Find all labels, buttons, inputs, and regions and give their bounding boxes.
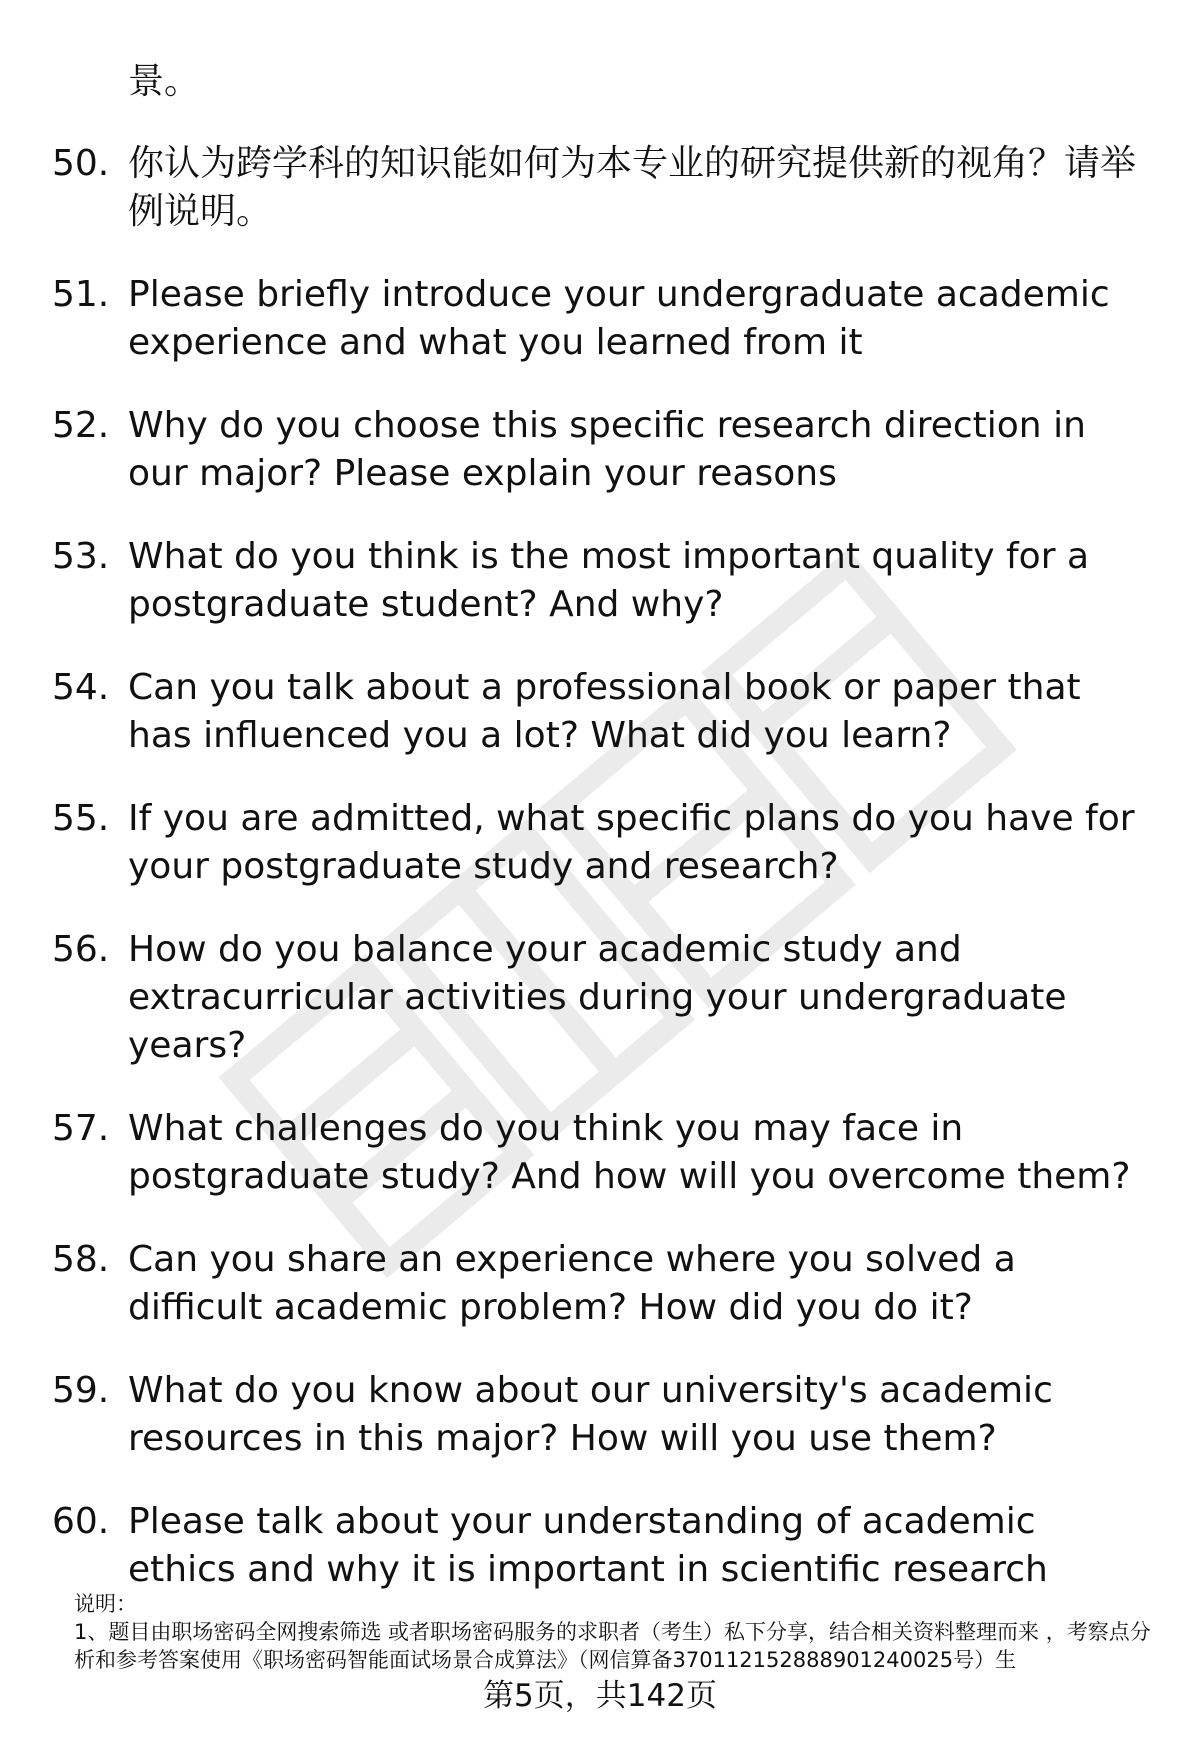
question-item (0, 1105, 1200, 1201)
notes-body: 1、题目由职场密码全网搜索筛选 或者职场密码服务的求职者（考生）私下分享，结合相关资料整理而来 ，考察点分析和参考答案使用《职场密码智能面试场景合成算法》（网信算备370112152888901240025号）生 (74, 1620, 1151, 1672)
continuation-text: 景。 (128, 61, 201, 102)
question-number: 59. (52, 1370, 110, 1411)
question-text: Please talk about your understanding of academic ethics and why it is important in scientific research (128, 1501, 1048, 1590)
question-number: 60. (52, 1501, 110, 1542)
question-text: Can you share an experience where you solved a difficult academic problem? How did you do it? (128, 1239, 1016, 1328)
question-item (0, 664, 1200, 760)
question-text: What challenges do you think you may face in postgraduate study? And how will you overcome them? (128, 1108, 1131, 1197)
question-text: Why do you choose this specific research direction in our major? Please explain your reasons (128, 405, 1086, 494)
question-text: What do you know about our university's academic resources in this major? How will you use them? (128, 1370, 1053, 1459)
question-text: 你认为跨学科的知识能如何为本专业的研究提供新的视角？请举例说明。 (128, 143, 1137, 232)
question-item (0, 533, 1200, 629)
question-item (0, 1236, 1200, 1332)
question-item (0, 271, 1200, 367)
question-text: Please briefly introduce your undergraduate academic experience and what you learned from it (128, 274, 1110, 363)
question-item (0, 926, 1200, 1070)
question-text: If you are admitted, what specific plans do you have for your postgraduate study and research? (128, 798, 1135, 887)
question-text: How do you balance your academic study and extracurricular activities during your undergraduate years? (128, 929, 1067, 1066)
question-list (0, 140, 1200, 1629)
question-text: Can you talk about a professional book or paper that has influenced you a lot? What did you learn? (128, 667, 1081, 756)
question-item (0, 795, 1200, 891)
question-number: 51. (52, 274, 110, 315)
question-number: 58. (52, 1239, 110, 1280)
question-item (0, 140, 1200, 236)
page-number: 第5页，共142页 (483, 1678, 717, 1714)
notes-section (74, 1590, 1154, 1674)
notes-heading: 说明： (74, 1592, 137, 1616)
question-number: 54. (52, 667, 110, 708)
question-number: 50. (52, 143, 110, 184)
question-item (0, 402, 1200, 498)
question-number: 52. (52, 405, 110, 446)
question-text: What do you think is the most important quality for a postgraduate student? And why? (128, 536, 1090, 625)
question-item (0, 1367, 1200, 1463)
question-number: 53. (52, 536, 110, 577)
question-number: 57. (52, 1108, 110, 1149)
question-item (0, 1498, 1200, 1594)
question-number: 55. (52, 798, 110, 839)
question-number: 56. (52, 929, 110, 970)
